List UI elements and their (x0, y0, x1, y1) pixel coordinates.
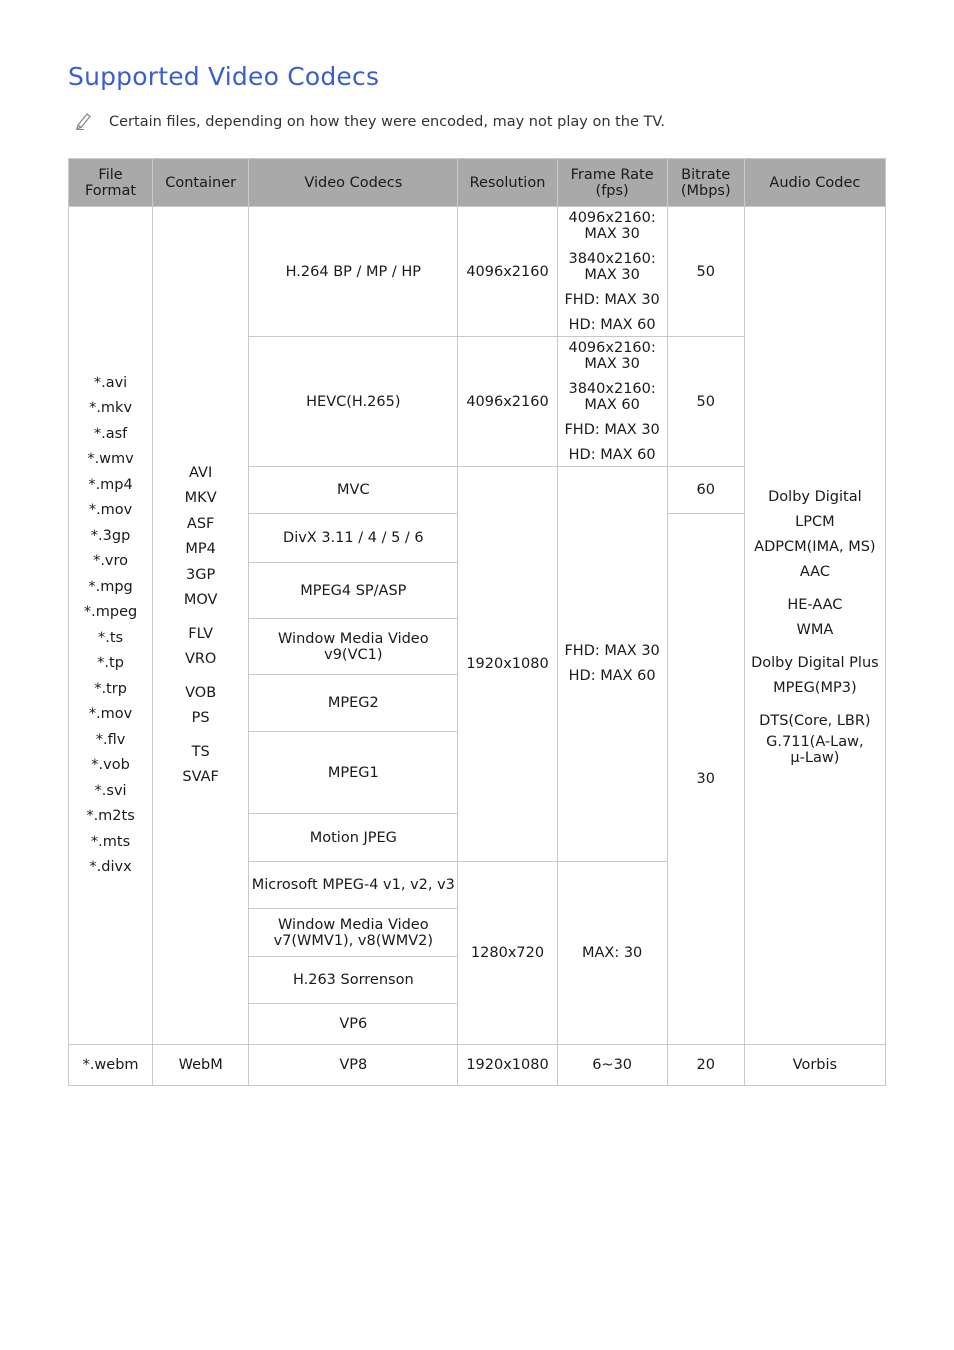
table-row (69, 207, 886, 337)
container-list: AVI MKV ASF MP4 3GP MOV FLV VRO VOB PS TS SVAF (153, 207, 249, 1045)
header-frame-rate: Frame Rate (fps) (557, 159, 667, 207)
audio-codec-webm: Vorbis (744, 1045, 885, 1086)
header-file-format: File Format (69, 159, 153, 207)
header-resolution: Resolution (458, 159, 557, 207)
pencil-icon (74, 110, 94, 130)
bitrate-mvc: 60 (667, 467, 744, 514)
page-title: Supported Video Codecs (68, 62, 380, 91)
resolution-webm: 1920x1080 (458, 1045, 557, 1086)
frame-rate-720-group: MAX: 30 (557, 862, 667, 1045)
codec-ms-mpeg4: Microsoft MPEG-4 v1, v2, v3 (249, 862, 458, 909)
table-row (69, 1045, 886, 1086)
header-video-codecs: Video Codecs (249, 159, 458, 207)
header-bitrate: Bitrate (Mbps) (667, 159, 744, 207)
header-audio-codec: Audio Codec (744, 159, 885, 207)
codec-motion-jpeg: Motion JPEG (249, 814, 458, 862)
codec-mpeg4: MPEG4 SP/ASP (249, 563, 458, 619)
codec-divx: DivX 3.11 / 4 / 5 / 6 (249, 514, 458, 563)
resolution-1080-group: 1920x1080 (458, 467, 557, 862)
codec-mpeg2: MPEG2 (249, 675, 458, 732)
codec-mpeg1: MPEG1 (249, 732, 458, 814)
header-container: Container (153, 159, 249, 207)
codec-vp8: VP8 (249, 1045, 458, 1086)
audio-codec-list: Dolby Digital LPCM ADPCM(IMA, MS) AAC HE-AAC WMA Dolby Digital Plus MPEG(MP3) DTS(Core, LBR) G.711(A-Law, μ-Law) (744, 207, 885, 1045)
file-format-list: *.avi *.mkv *.asf *.wmv *.mp4 *.mov *.3gp *.vro *.mpg *.mpeg *.ts *.tp *.trp *.mov *.flv *.vob *.svi *.m2ts *.mts *.divx (69, 207, 153, 1045)
codec-vp6: VP6 (249, 1004, 458, 1045)
bitrate-h264: 50 (667, 207, 744, 337)
bitrate-hevc: 50 (667, 337, 744, 467)
frame-rate-h264: 4096x2160: MAX 30 3840x2160: MAX 30 FHD: MAX 30 HD: MAX 60 (557, 207, 667, 337)
frame-rate-1080-group: FHD: MAX 30 HD: MAX 60 (557, 467, 667, 862)
resolution-720-group: 1280x720 (458, 862, 557, 1045)
codec-table (68, 158, 886, 1086)
file-format-webm: *.webm (69, 1045, 153, 1086)
bitrate-webm: 20 (667, 1045, 744, 1086)
note (74, 110, 874, 134)
codec-mvc: MVC (249, 467, 458, 514)
codec-wmv9: Window Media Video v9(VC1) (249, 619, 458, 675)
codec-wmv78: Window Media Video v7(WMV1), v8(WMV2) (249, 909, 458, 957)
resolution-h264: 4096x2160 (458, 207, 557, 337)
codec-hevc: HEVC(H.265) (249, 337, 458, 467)
frame-rate-hevc: 4096x2160: MAX 30 3840x2160: MAX 60 FHD: MAX 30 HD: MAX 60 (557, 337, 667, 467)
codec-h263: H.263 Sorrenson (249, 957, 458, 1004)
resolution-hevc: 4096x2160 (458, 337, 557, 467)
bitrate-30-group: 30 (667, 514, 744, 1045)
container-webm: WebM (153, 1045, 249, 1086)
table-header-row (69, 159, 886, 207)
note-text: Certain files, depending on how they were encoded, may not play on the TV. (109, 114, 666, 130)
frame-rate-webm: 6~30 (557, 1045, 667, 1086)
codec-h264: H.264 BP / MP / HP (249, 207, 458, 337)
